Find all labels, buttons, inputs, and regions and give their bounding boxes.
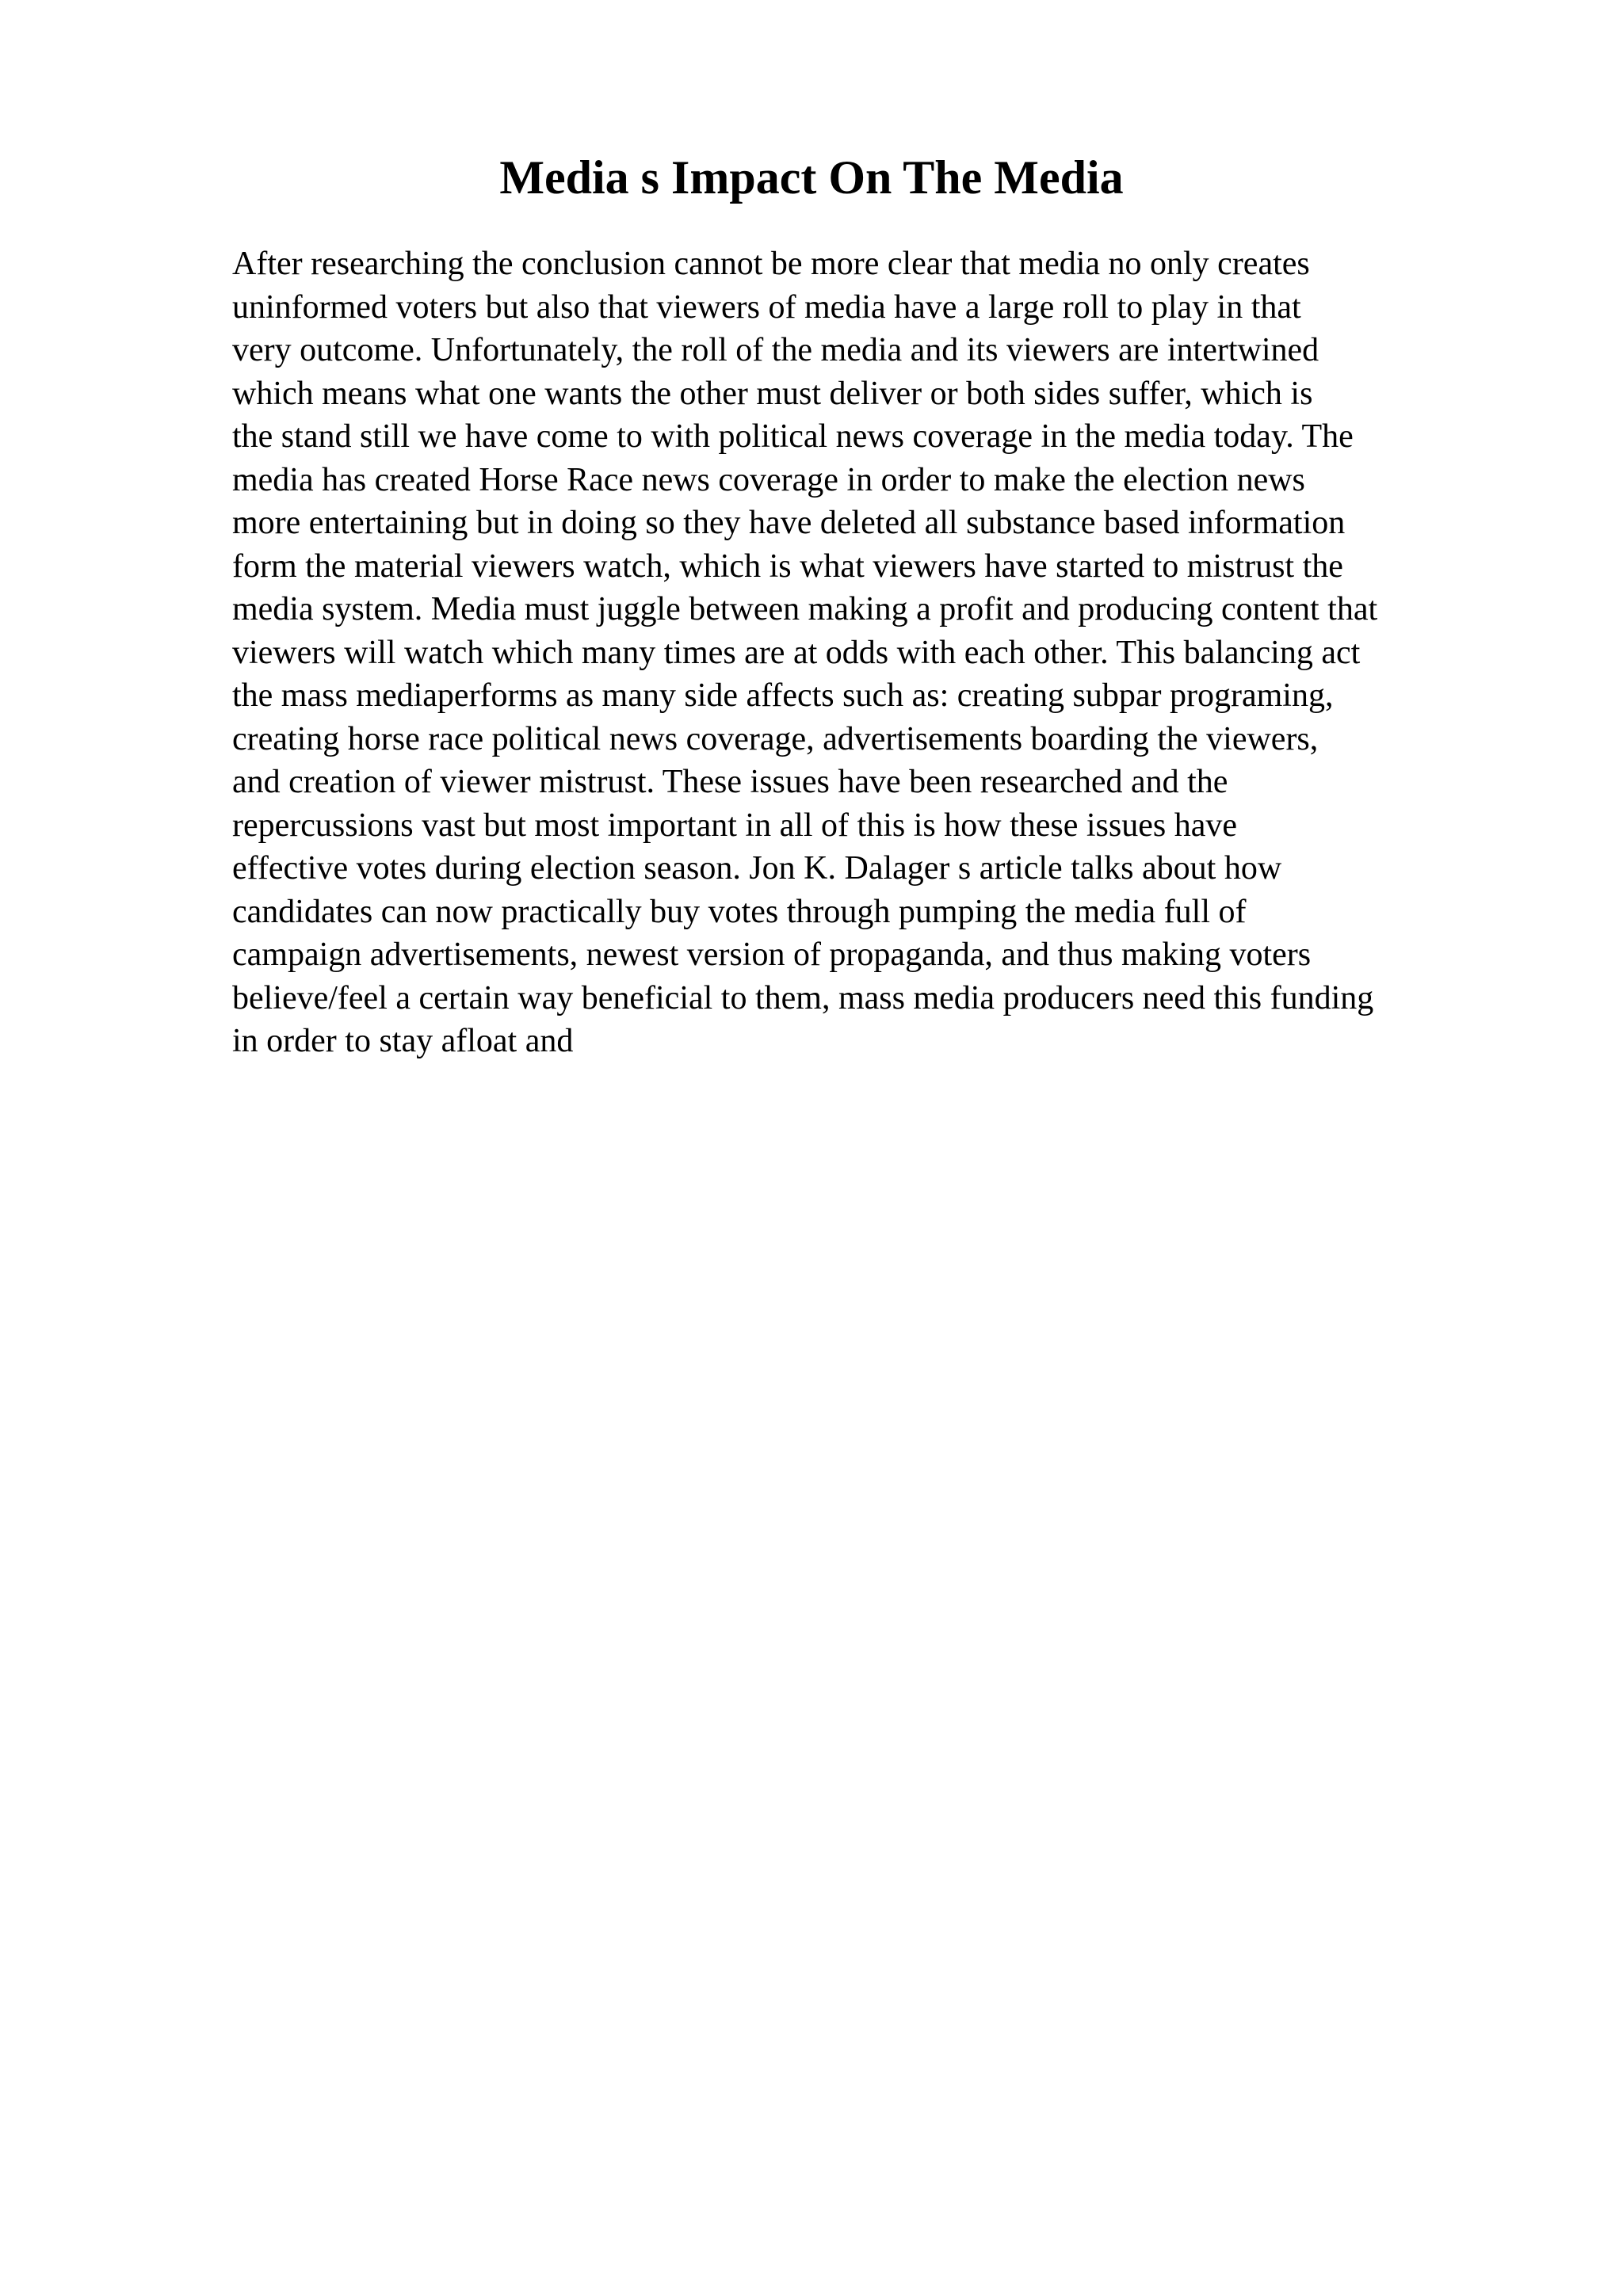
body-line: media system. Media must juggle between making a profit and producing content that	[232, 591, 1378, 627]
document-title: Media s Impact On The Media	[499, 151, 1124, 204]
body-line: After researching the conclusion cannot be more clear that media no only creates	[232, 246, 1310, 282]
body-line: creating horse race political news coverage, advertisements boarding the viewers,	[232, 720, 1319, 757]
document-body	[232, 242, 1564, 1063]
body-line: candidates can now practically buy votes through pumping the media full of	[232, 893, 1247, 930]
body-line: very outcome. Unfortunately, the roll of the media and its viewers are intertwined	[232, 332, 1319, 368]
body-line: repercussions vast but most important in all of this is how these issues have	[232, 807, 1237, 844]
body-line: form the material viewers watch, which is what viewers have started to mistrust the	[232, 547, 1343, 585]
body-line: media has created Horse Race news coverage in order to make the election news	[232, 461, 1305, 498]
body-line: and creation of viewer mistrust. These issues have been researched and the	[232, 764, 1228, 800]
body-line: uninformed voters but also that viewers of media have a large roll to play in that	[232, 288, 1301, 326]
body-line: the stand still we have come to with political news coverage in the media today. The	[232, 418, 1354, 455]
body-line: more entertaining but in doing so they have deleted all substance based information	[232, 505, 1346, 541]
body-line: effective votes during election season. Jon K. Dalager s article talks about how	[232, 850, 1282, 887]
body-line: which means what one wants the other must deliver or both sides suffer, which is	[232, 375, 1313, 412]
body-line: campaign advertisements, newest version of propaganda, and thus making voters	[232, 936, 1312, 973]
body-line: the mass mediaperforms as many side affects such as: creating subpar programing,	[232, 677, 1334, 714]
body-line: viewers will watch which many times are at odds with each other. This balancing act	[232, 634, 1361, 671]
body-line: in order to stay afloat and	[232, 1023, 574, 1059]
body-line: believe/feel a certain way beneficial to them, mass media producers need this funding	[232, 979, 1374, 1016]
